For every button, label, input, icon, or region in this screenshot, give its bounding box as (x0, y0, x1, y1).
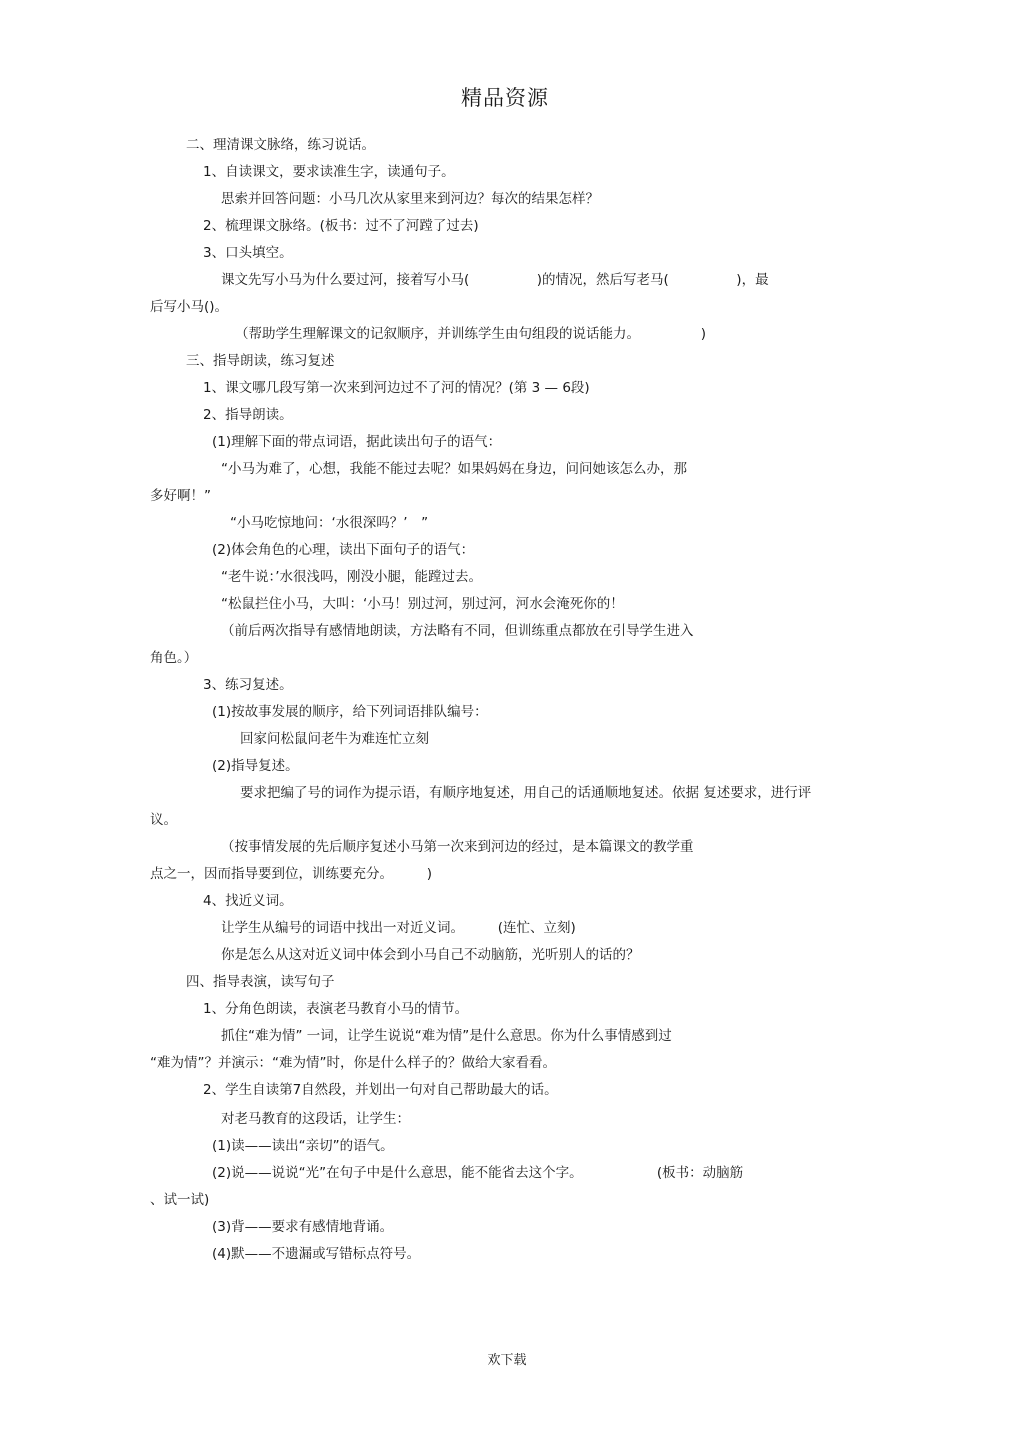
paragraph-line: “老牛说：’水很浅吗，刚没小腿，能蹚过去。 (221, 569, 483, 585)
paragraph-line: (3)背——要求有感情地背诵。 (212, 1219, 394, 1235)
paragraph-line: 要求把编了号的词作为提示语，有顺序地复述，用自己的话通顺地复述。依据 复述要求，进行评 (240, 785, 812, 801)
paragraph-line: (2)体会角色的心理，读出下面句子的语气： (212, 542, 475, 558)
paragraph-line: “小马为难了，心想，我能不能过去呢？如果妈妈在身边，问问她该怎么办，那 (221, 461, 687, 477)
section-heading: 四、指导表演，读写句子 (186, 974, 335, 990)
paragraph-line: 、试一试) (150, 1192, 210, 1208)
paragraph-line: “小马吃惊地问：‘水很深吗？’ ” (230, 515, 429, 531)
paragraph-line: （前后两次指导有感情地朗读，方法略有不同，但训练重点都放在引导学生进入 (221, 623, 694, 639)
paragraph-line: 角色。） (150, 650, 198, 666)
paragraph-line: 2、指导朗读。 (203, 407, 293, 423)
paragraph-line: 你是怎么从这对近义词中体会到小马自己不动脑筋，光听别人的话的？ (221, 947, 640, 963)
paragraph-line: (1)读——读出“亲切”的语气。 (212, 1138, 394, 1154)
paragraph-line: 2、学生自读第7自然段，并划出一句对自己帮助最大的话。 (203, 1082, 558, 1098)
page-title: 精品资源 (461, 86, 549, 110)
paragraph-line: (1)理解下面的带点词语，据此读出句子的语气： (212, 434, 502, 450)
paragraph-line: 1、分角色朗读，表演老马教育小马的情节。 (203, 1001, 469, 1017)
page-footer: 欢下载 (487, 1353, 527, 1368)
paragraph-line: 对老马教育的这段话，让学生： (221, 1111, 410, 1127)
paragraph-line: 1、自读课文，要求读准生字，读通句子。 (203, 164, 455, 180)
paragraph-line: （按事情发展的先后顺序复述小马第一次来到河边的经过，是本篇课文的教学重 (221, 839, 694, 855)
paragraph-line: 抓住“难为情” 一词，让学生说说“难为情”是什么意思。你为什么事情感到过 (221, 1028, 672, 1044)
paragraph-line: “难为情”？并演示：“难为情”时，你是什么样子的？做给大家看看。 (150, 1055, 556, 1071)
paragraph-line: “松鼠拦住小马，大叫：‘小马！别过河，别过河，河水会淹死你的！ (221, 596, 624, 612)
paragraph-line: 2、梳理课文脉络。(板书：过不了河蹚了过去) (203, 218, 479, 234)
paragraph-line: (2)说——说说“光”在句子中是什么意思，能不能省去这个字。 (板书：动脑筋 (212, 1165, 744, 1181)
paragraph-line: 让学生从编号的词语中找出一对近义词。 (连忙、立刻) (221, 920, 576, 936)
paragraph-line: 后写小马()。 (150, 299, 229, 315)
paragraph-line: 点之一，因而指导要到位，训练要充分。 ) (150, 866, 433, 882)
paragraph-line: 课文先写小马为什么要过河，接着写小马( )的情况，然后写老马( )，最 (221, 272, 769, 288)
paragraph-line: 回家问松鼠问老牛为难连忙立刻 (240, 731, 429, 747)
paragraph-line: 3、口头填空。 (203, 245, 293, 261)
paragraph-line: (2)指导复述。 (212, 758, 299, 774)
section-heading: 二、理清课文脉络，练习说话。 (186, 137, 375, 153)
paragraph-line: 1、课文哪几段写第一次来到河边过不了河的情况？(第 3 — 6段) (203, 380, 590, 396)
paragraph-line: (4)默——不遗漏或写错标点符号。 (212, 1246, 421, 1262)
paragraph-line: 议。 (150, 812, 177, 828)
paragraph-line: 3、练习复述。 (203, 677, 293, 693)
paragraph-line: 多好啊！” (150, 488, 211, 504)
section-heading: 三、指导朗读，练习复述 (186, 353, 335, 369)
paragraph-line: (1)按故事发展的顺序，给下列词语排队编号： (212, 704, 488, 720)
paragraph-line: 思索并回答问题：小马几次从家里来到河边？每次的结果怎样？ (221, 191, 599, 207)
paragraph-line: （帮助学生理解课文的记叙顺序，并训练学生由句组段的说话能力。 ) (235, 326, 707, 342)
paragraph-line: 4、找近义词。 (203, 893, 293, 909)
